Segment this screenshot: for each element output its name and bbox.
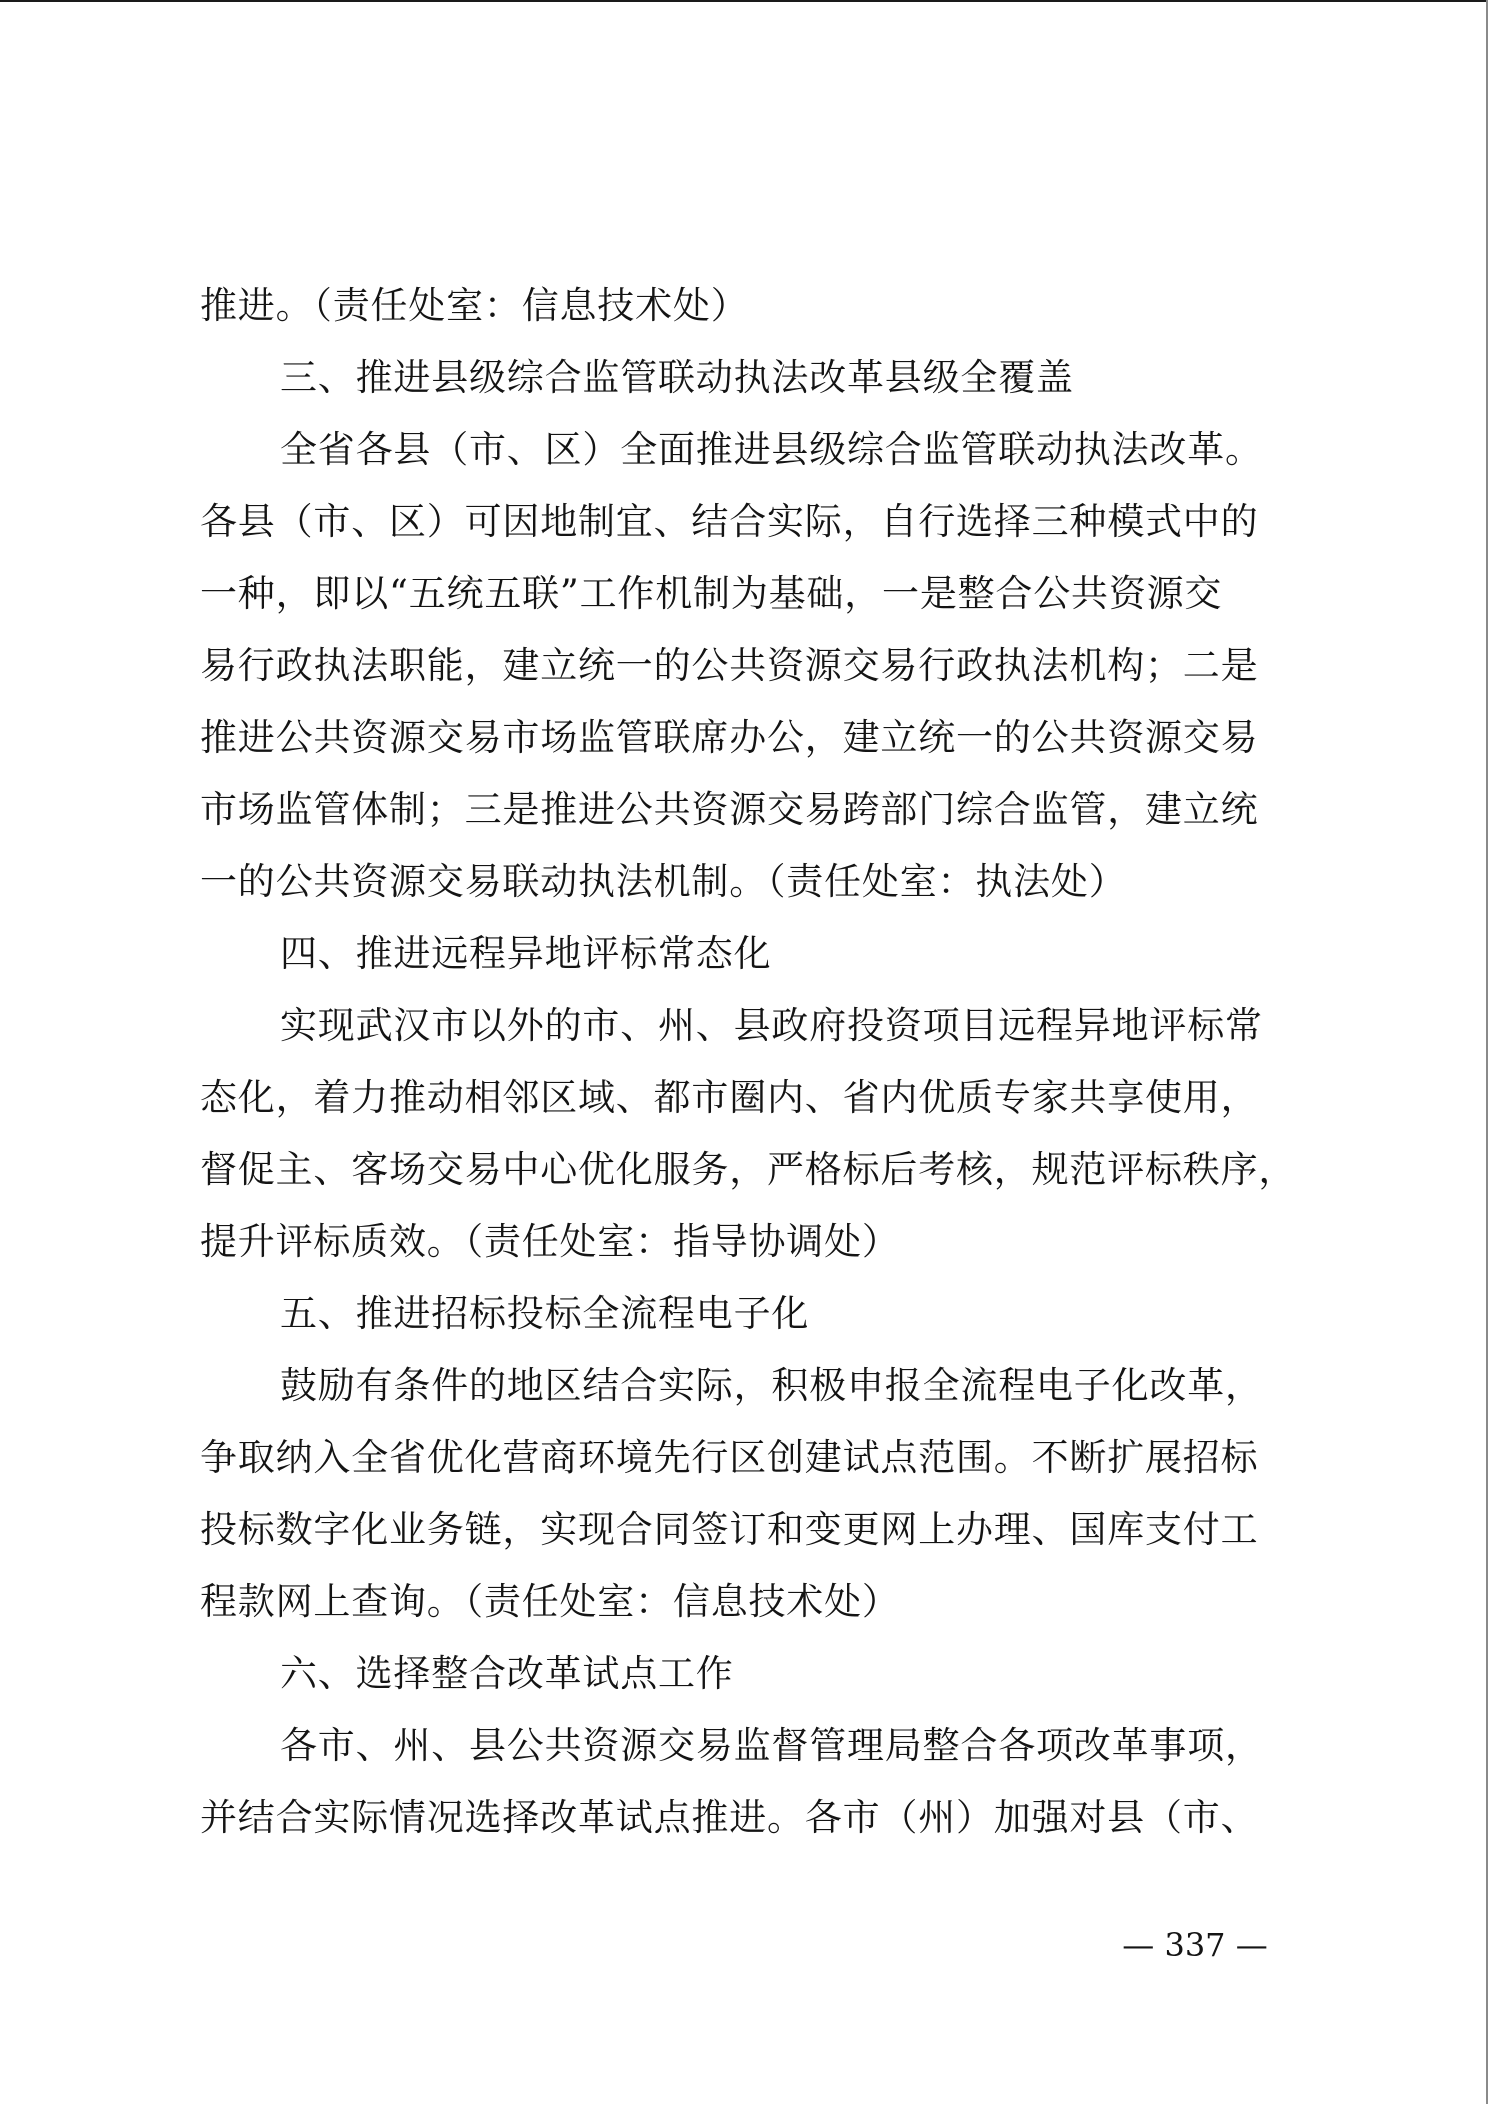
text-line: 一的公共资源交易联动执法机制。（责任处室：执法处） (200, 860, 1127, 903)
text-line: 争取纳入全省优化营商环境先行区创建试点范围。不断扩展招标 (200, 1436, 1259, 1479)
text-line: 投标数字化业务链，实现合同签订和变更网上办理、国库支付工 (200, 1508, 1259, 1551)
text-line: 态化，着力推动相邻区域、都市圈内、省内优质专家共享使用， (200, 1076, 1259, 1119)
section-heading-4: 四、推进远程异地评标常态化 (280, 932, 772, 975)
text-line: 并结合实际情况选择改革试点推进。各市（州）加强对县（市、 (200, 1796, 1259, 1839)
text-line: 各县（市、区）可因地制宜、结合实际，自行选择三种模式中的 (200, 500, 1259, 543)
section-heading-5: 五、推进招标投标全流程电子化 (280, 1292, 810, 1335)
text-line: 各市、州、县公共资源交易监督管理局整合各项改革事项， (280, 1724, 1263, 1767)
text-line: 一种，即以“五统五联”工作机制为基础，一是整合公共资源交 (200, 572, 1223, 615)
text-line: 全省各县（市、区）全面推进县级综合监管联动执法改革。 (280, 428, 1263, 471)
text-line: 推进。（责任处室：信息技术处） (200, 284, 749, 327)
text-line: 推进公共资源交易市场监管联席办公，建立统一的公共资源交易 (200, 716, 1259, 759)
page-number: — 337 — (1122, 1926, 1268, 1964)
document-body (200, 270, 1304, 1854)
text-line: 实现武汉市以外的市、州、县政府投资项目远程异地评标常 (280, 1004, 1263, 1047)
text-line: 程款网上查询。（责任处室：信息技术处） (200, 1580, 900, 1623)
text-line: 提升评标质效。（责任处室：指导协调处） (200, 1220, 900, 1263)
text-line: 督促主、客场交易中心优化服务，严格标后考核，规范评标秩序， (200, 1148, 1297, 1191)
page-top-border (0, 0, 1488, 2)
text-line: 市场监管体制；三是推进公共资源交易跨部门综合监管，建立统 (200, 788, 1259, 831)
text-line: 易行政执法职能，建立统一的公共资源交易行政执法机构；二是 (200, 644, 1259, 687)
text-line: 鼓励有条件的地区结合实际，积极申报全流程电子化改革， (280, 1364, 1263, 1407)
section-heading-3: 三、推进县级综合监管联动执法改革县级全覆盖 (280, 356, 1074, 399)
section-heading-6: 六、选择整合改革试点工作 (280, 1652, 734, 1695)
